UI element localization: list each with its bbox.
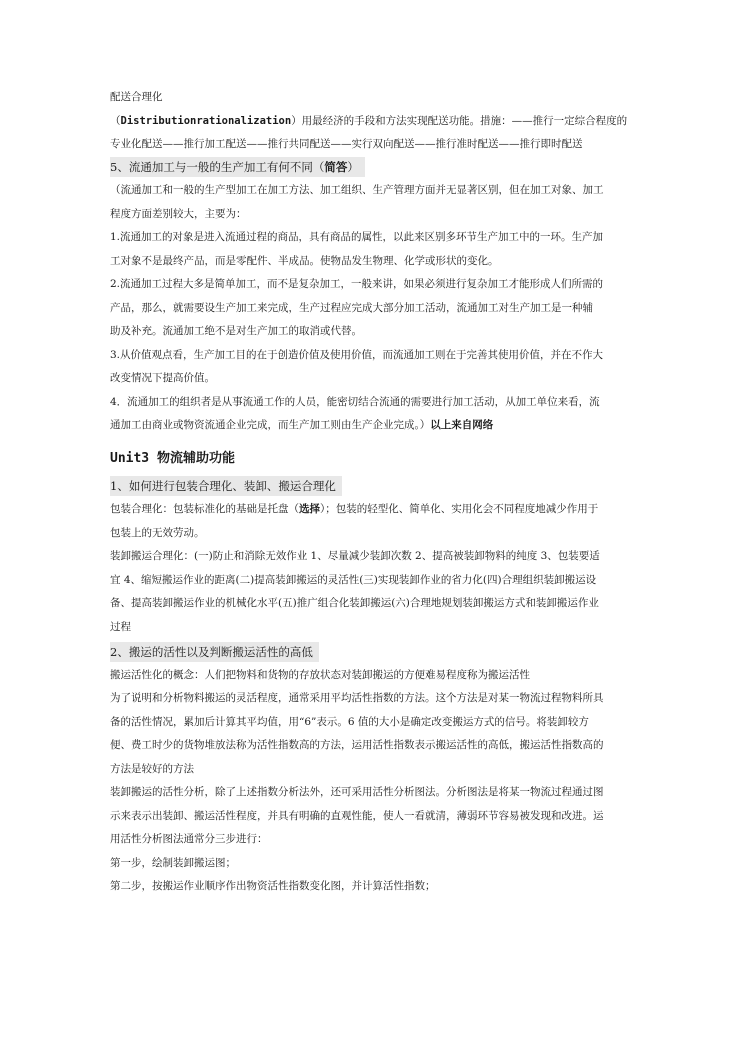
paragraph-line: 助及补充。流通加工绝不是对生产加工的取消或代替。: [110, 325, 362, 337]
paragraph-line: 装卸搬运合理化：(一)防止和消除无效作业 1、尽量减少装卸次数 2、提高被装卸物料的纯度 3、包装要适: [110, 550, 600, 562]
paragraph-line: 用活性分析图法通常分三步进行：: [110, 833, 268, 845]
paragraph-line: 改变情况下提高价值。: [110, 372, 215, 384]
paragraph-line: 备的活性情况，累加后计算其平均值，用“6”表示。6 值的大小是确定改变搬运方式的信号。将装卸较方: [110, 715, 589, 728]
text-span: （: [110, 114, 121, 127]
text-span: 选择: [299, 503, 320, 515]
text-span: 2、搬运的活性以及判断搬运活性的高低: [110, 642, 319, 662]
paragraph-line: [110, 418, 638, 432]
paragraph-line: 3.从价值观点看，生产加工目的在于创造价值及使用价值，而流通加工则在于完善其使用价值，并在不作大: [110, 348, 604, 361]
paragraph-line: [110, 502, 638, 516]
unit-heading: Unit3 物流辅助功能: [110, 451, 235, 466]
paragraph-line: 1.流通加工的对象是进入流通过程的商品，具有商品的属性，以此来区别多环节生产加工中的一环。生产加: [110, 231, 604, 243]
paragraph-line: 为了说明和分析物料搬运的灵活程度，通常采用平均活性指数的方法。这个方法是对某一物流过程物料所具: [110, 692, 604, 704]
text-span: 1、如何进行包装合理化、装卸、搬运合理化: [110, 476, 342, 496]
question-heading-1: [110, 476, 638, 496]
step-line: 第二步，按搬运作业顺序作出物资活性指数变化图，并计算活性指数；: [110, 880, 436, 892]
step-line: 第一步，绘制装卸搬运图；: [110, 856, 236, 869]
paragraph-line: （流通加工和一般的生产型加工在加工方法、加工组织、生产管理方面并无显著区别，但在加工对象、加工: [110, 184, 604, 196]
paragraph-line: [110, 114, 638, 128]
paragraph-line: 包装上的无效劳动。: [110, 526, 205, 539]
paragraph-line: 4．流通加工的组织者是从事流通工作的人员，能密切结合流通的需要进行加工活动，从加工单位来看，流: [110, 395, 600, 408]
paragraph-line: 备、提高装卸搬运作业的机械化水平(五)推广组合化装卸搬运(六)合理地规划装卸搬运方式和装卸搬运作业: [110, 597, 599, 609]
question-heading-5: [110, 157, 638, 177]
text-span: 通加工由商业或物资流通企业完成，而生产加工则由生产企业完成。）: [110, 419, 431, 431]
text-span: ）用最经济的手段和方法实现配送功能。措施：——推行一定综合程度的: [291, 114, 628, 127]
document-page: [110, 90, 638, 893]
paragraph-line: 产品，那么，就需要设生产加工来完成，生产过程应完成大部分加工活动，流通加工对生产加工是一种辅: [110, 301, 593, 314]
paragraph-line: 程度方面差别较大，主要为：: [110, 207, 247, 220]
paragraph-line: 工对象不是最终产品，而是零配件、半成品。使物品发生物理、化学或形状的变化。: [110, 254, 499, 267]
question-heading-2: [110, 642, 638, 662]
section-title-distribution: 配送合理化: [110, 91, 163, 103]
source-note: 以上来自网络: [430, 419, 494, 431]
text-span: ）；包装的轻型化、简单化、实用化会不同程度地减少作用于: [320, 503, 599, 515]
text-span: ）: [347, 160, 359, 174]
paragraph-line: 方法是较好的方法: [110, 762, 194, 775]
paragraph-line: 便、费工时少的货物堆放法称为活性指数高的方法，运用活性指数表示搬运活性的高低，搬运活性指数高的: [110, 739, 604, 751]
paragraph-line: 专业化配送——推行加工配送——推行共同配送——实行双向配送——推行准时配送——推行即时配送: [110, 138, 583, 150]
paragraph-line: 2.流通加工过程大多是简单加工，而不是复杂加工，一般来讲，如果必须进行复杂加工才能形成人们所需的: [110, 278, 604, 290]
paragraph-line: 装卸搬运的活性分析，除了上述指数分析法外，还可采用活性分析图法。分析图法是将某一物流过程通过图: [110, 786, 604, 798]
paragraph-line: 过程: [110, 620, 131, 633]
paragraph-line: 宜 4、缩短搬运作业的距离(二)提高装卸搬运的灵活性(三)实现装卸作业的省力化(四)合理组织装卸搬运设: [110, 573, 597, 586]
text-span: 简答: [324, 160, 348, 174]
paragraph-line: 搬运活性化的概念：人们把物料和货物的存放状态对装卸搬运的方便难易程度称为搬运活性: [110, 668, 530, 681]
text-span: 5、流通加工与一般的生产加工有何不同（: [110, 160, 325, 174]
term-english: Distributionrationalization: [120, 114, 292, 127]
text-span: 包装合理化：包装标准化的基础是托盘（: [110, 503, 299, 515]
paragraph-line: 示来表示出装卸、搬运活性程度，并具有明确的直观性能，使人一看就清，薄弱环节容易被发现和改进。运: [110, 809, 604, 822]
